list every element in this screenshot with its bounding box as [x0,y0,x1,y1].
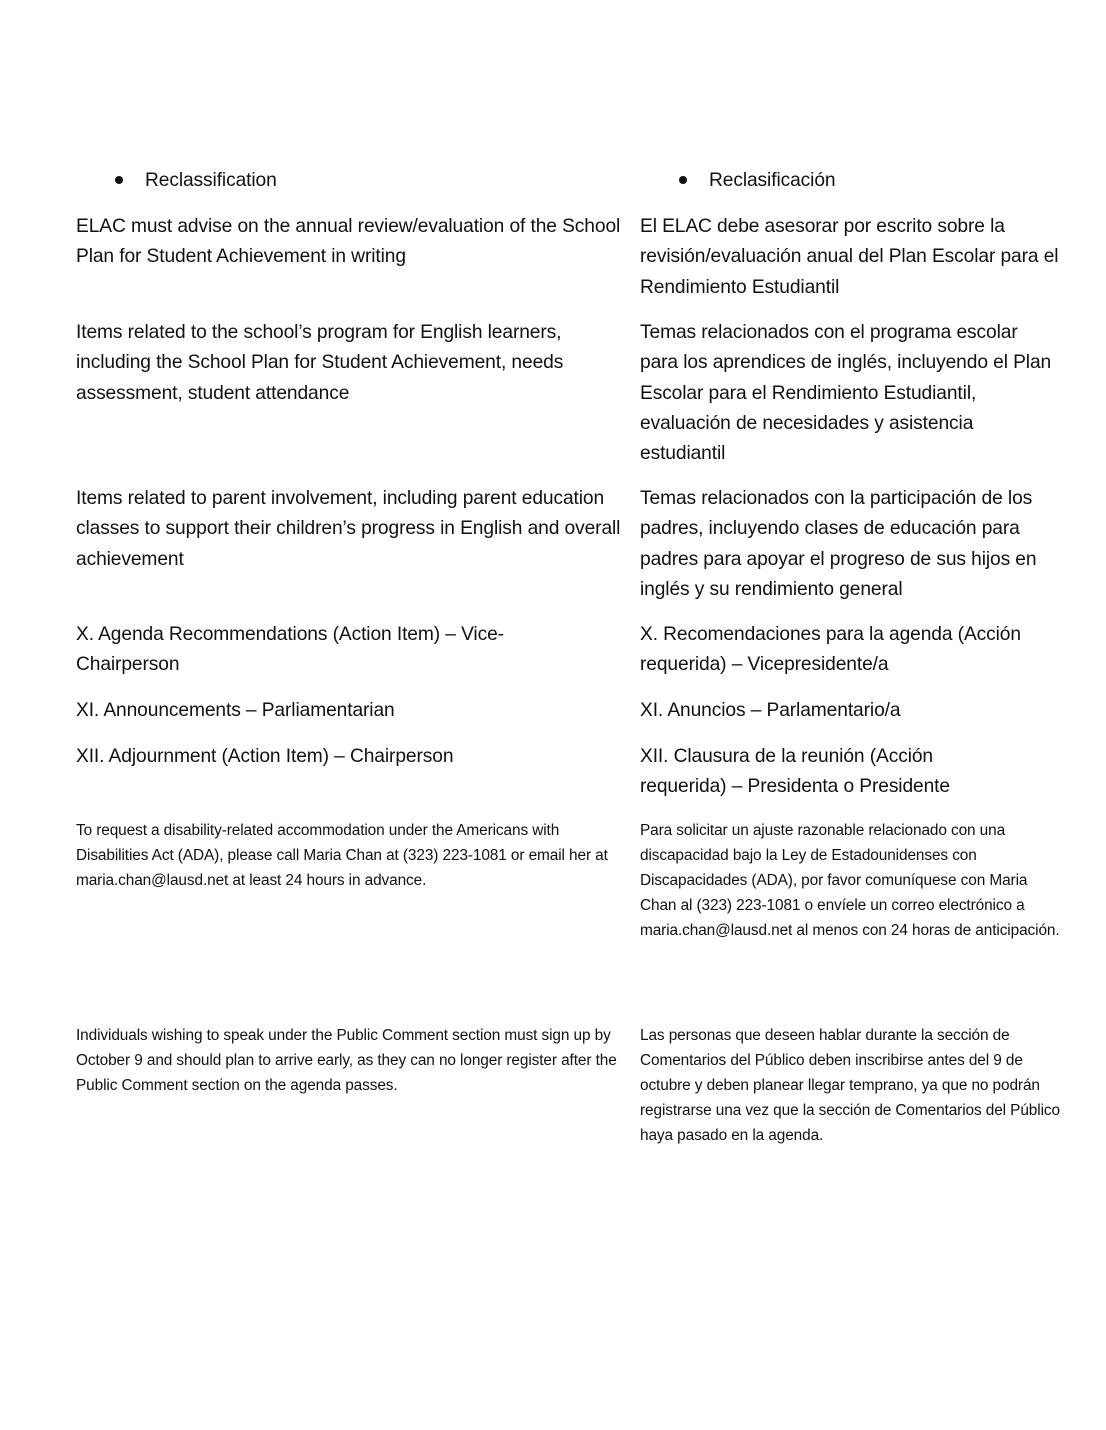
spanish-notice: Las personas que deseen hablar durante la sección de Comentarios del Público deben inscribirse antes del 9 de octubre y deben planear llegar temprano, ya que no podrán registrarse una vez que la sección de Comentarios del Público haya pasado en la agenda. [640,1027,1060,1144]
spanish-agenda-item: XI. Anuncios – Parlamentario/a [640,700,901,721]
spanish-column [640,166,1060,196]
spanish-paragraph: Temas relacionados con la participación de los padres, incluyendo clases de educación para padres para apoyar el progreso de sus hijos en inglés y su rendimiento general [640,488,1037,600]
spanish-paragraph: Temas relacionados con el programa escolar para los aprendices de inglés, incluyendo el Plan Escolar para el Rendimiento Estudiantil, evaluación de necesidades y asistencia estudiantil [640,322,1052,465]
english-column [76,166,624,196]
bullet-icon [679,176,687,184]
bullet-item [640,166,1060,196]
english-notice: To request a disability-related accommodation under the Americans with Disabilities Act (ADA), please call Maria Chan at (323) 223-1081 or email her at maria.chan@lausd.net at least 24 hours in advance. [76,822,608,889]
spanish-notice: Para solicitar un ajuste razonable relacionado con una discapacidad bajo la Ley de Estadounidenses con Discapacidades (ADA), por favor comuníquese con Maria Chan al (323) 223-1081 o envíele un correo electrónico a maria.chan@lausd.net al menos con 24 horas de anticipación. [640,822,1060,939]
english-paragraph: Items related to the school’s program for English learners, including the School Plan for Student Achievement, needs assessment, student attendance [76,322,564,404]
english-agenda-item: XII. Adjournment (Action Item) – Chairperson [76,746,454,767]
english-notice: Individuals wishing to speak under the Public Comment section must sign up by October 9 and should plan to arrive early, as they can no longer register after the Public Comment section on the agenda passes. [76,1027,617,1094]
english-agenda-item: X. Agenda Recommendations (Action Item) – Vice-Chairperson [76,624,504,676]
bullet-text: Reclassification [145,170,277,191]
english-agenda-item: XI. Announcements – Parliamentarian [76,700,395,721]
spanish-agenda-item: X. Recomendaciones para la agenda (Acción requerida) – Vicepresidente/a [640,624,1021,676]
bullet-text: Reclasificación [709,170,836,191]
spanish-paragraph: El ELAC debe asesorar por escrito sobre la revisión/evaluación anual del Plan Escolar para el Rendimiento Estudiantil [640,216,1059,298]
english-paragraph: ELAC must advise on the annual review/evaluation of the School Plan for Student Achievement in writing [76,216,621,268]
bullet-icon [115,176,123,184]
bullet-item [76,166,624,196]
english-paragraph: Items related to parent involvement, including parent education classes to support their children’s progress in English and overall achievement [76,488,621,570]
spanish-agenda-item: XII. Clausura de la reunión (Acción requerida) – Presidenta o Presidente [640,746,950,798]
